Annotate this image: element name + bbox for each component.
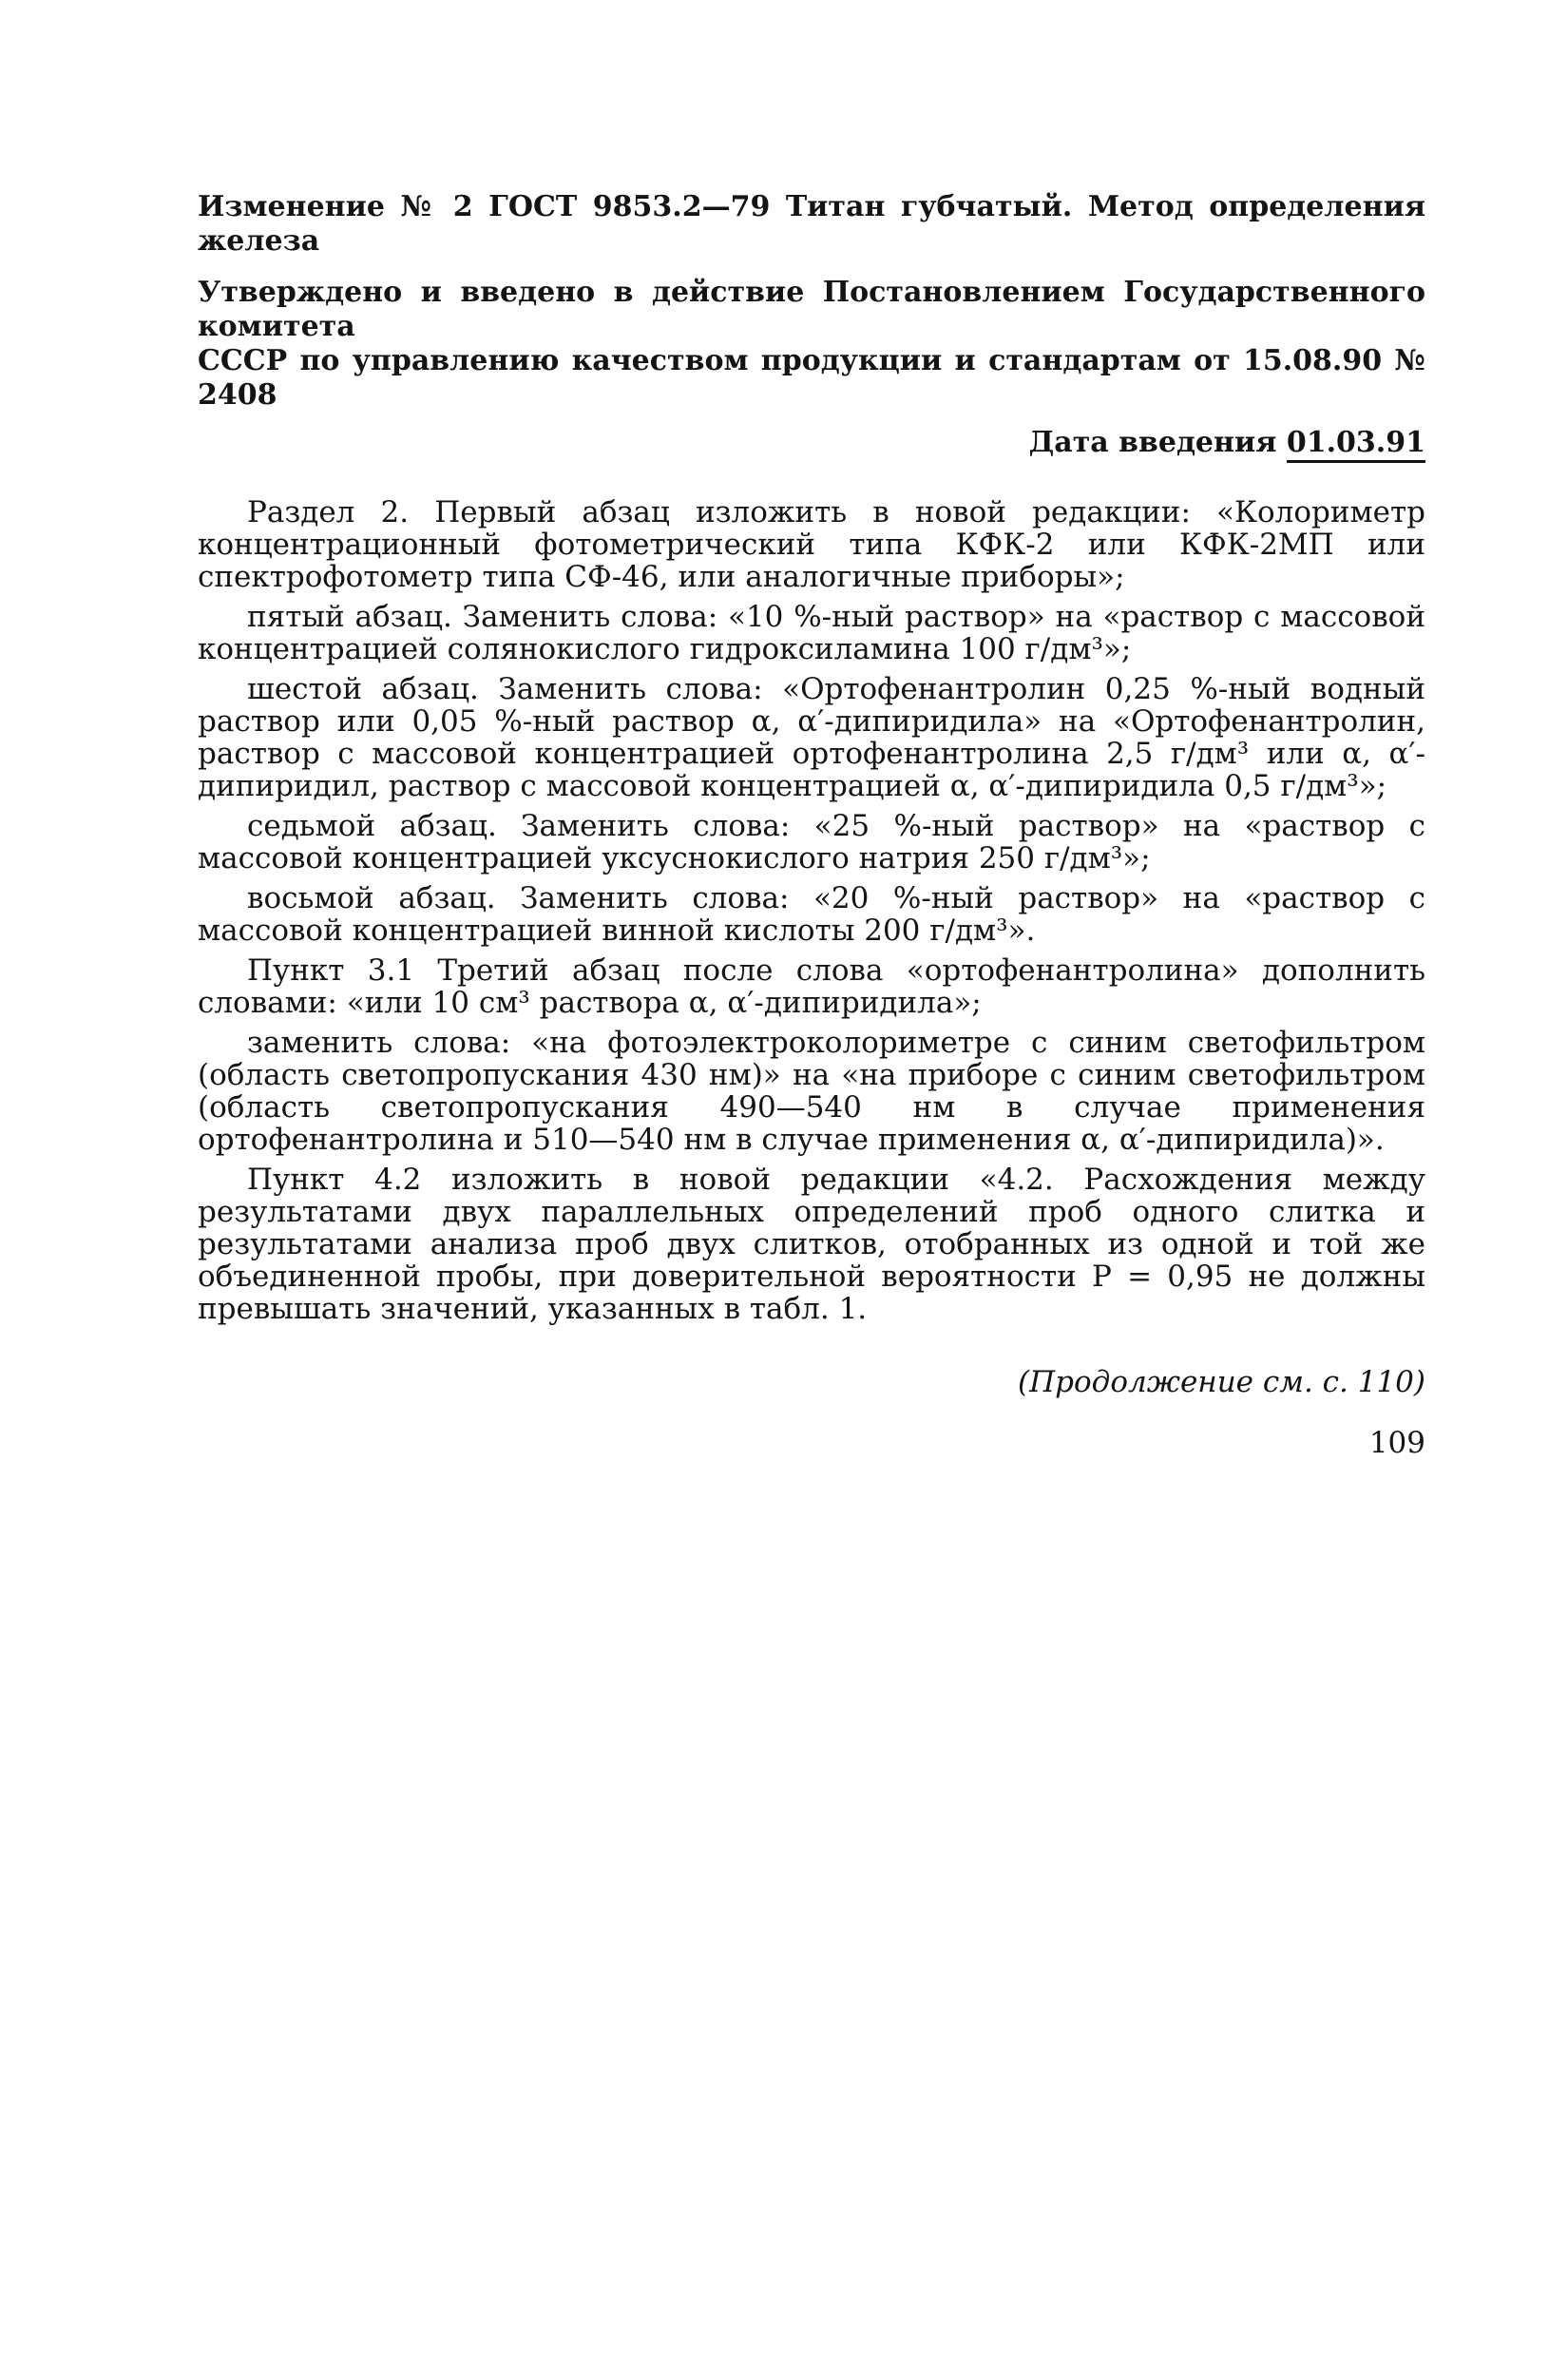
approval-line-2: СССР по управлению качеством продукции и стандартам от 15.08.90 № 2408 [198, 344, 1425, 412]
document-title: Изменение № 2 ГОСТ 9853.2—79 Титан губчатый. Метод определения железа [198, 190, 1425, 258]
paragraph-fifth: пятый абзац. Заменить слова: «10 %-ный раствор» на «раствор с массовой концентрацией солянокислого гидроксиламина 100 г/дм³»; [198, 600, 1425, 666]
paragraph-eighth: восьмой абзац. Заменить слова: «20 %-ный раствор» на «раствор с массовой концентрацией винной кислоты 200 г/дм³». [198, 881, 1425, 948]
page-number: 109 [1368, 1426, 1425, 1460]
approval-line-1: Утверждено и введено в действие Постановлением Государственного комитета [198, 276, 1425, 343]
paragraph-point-3-1: Пункт 3.1 Третий абзац после слова «ортофенантролина» дополнить словами: «или 10 см³ раствора α, α′-дипиридила»; [198, 953, 1425, 1020]
paragraph-point-4-2: Пункт 4.2 изложить в новой редакции «4.2. Расхождения между результатами двух параллельных определений проб одного слитка и результатами анализа проб двух слитков, отобранных из одной и той же объединенной пробы, при доверительной вероятности P = 0,95 не должны превышать значений, указанных в табл. 1. [198, 1163, 1425, 1326]
effective-date-label: Дата введения [1028, 426, 1277, 459]
paragraph-sixth: шестой абзац. Заменить слова: «Ортофенантролин 0,25 %-ный водный раствор или 0,05 %-ный раствор α, α′-дипиридила» на «Ортофенантролин, раствор с массовой концентрацией ортофенантролина 2,5 г/дм³ или α, α′-дипиридил, раствор с массовой концентрацией α, α′-дипиридила 0,5 г/дм³»; [198, 672, 1425, 803]
continuation-note: (Продолжение см. с. 110) [1018, 1365, 1425, 1399]
paragraph-replace-words: заменить слова: «на фотоэлектроколориметре с синим светофильтром (область светопропускания 430 нм)» на «на приборе с синим светофильтром (область светопропускания 490—540 нм в случае применения ортофенантролина и 510—540 нм в случае применения α, α′-дипиридила)». [198, 1026, 1425, 1157]
paragraph-section-2: Раздел 2. Первый абзац изложить в новой редакции: «Колориметр концентрационный фотометрический типа КФК-2 или КФК-2МП или спектрофотометр типа СФ-46, или аналогичные приборы»; [198, 495, 1425, 594]
effective-date-value: 01.03.91 [1287, 426, 1425, 463]
approval-block [198, 276, 1425, 413]
paragraph-seventh: седьмой абзац. Заменить слова: «25 %-ный раствор» на «раствор с массовой концентрацией уксуснокислого натрия 250 г/дм³»; [198, 809, 1425, 875]
effective-date [198, 426, 1425, 460]
document-content [198, 190, 1425, 1460]
amendment-body [198, 496, 1425, 1325]
